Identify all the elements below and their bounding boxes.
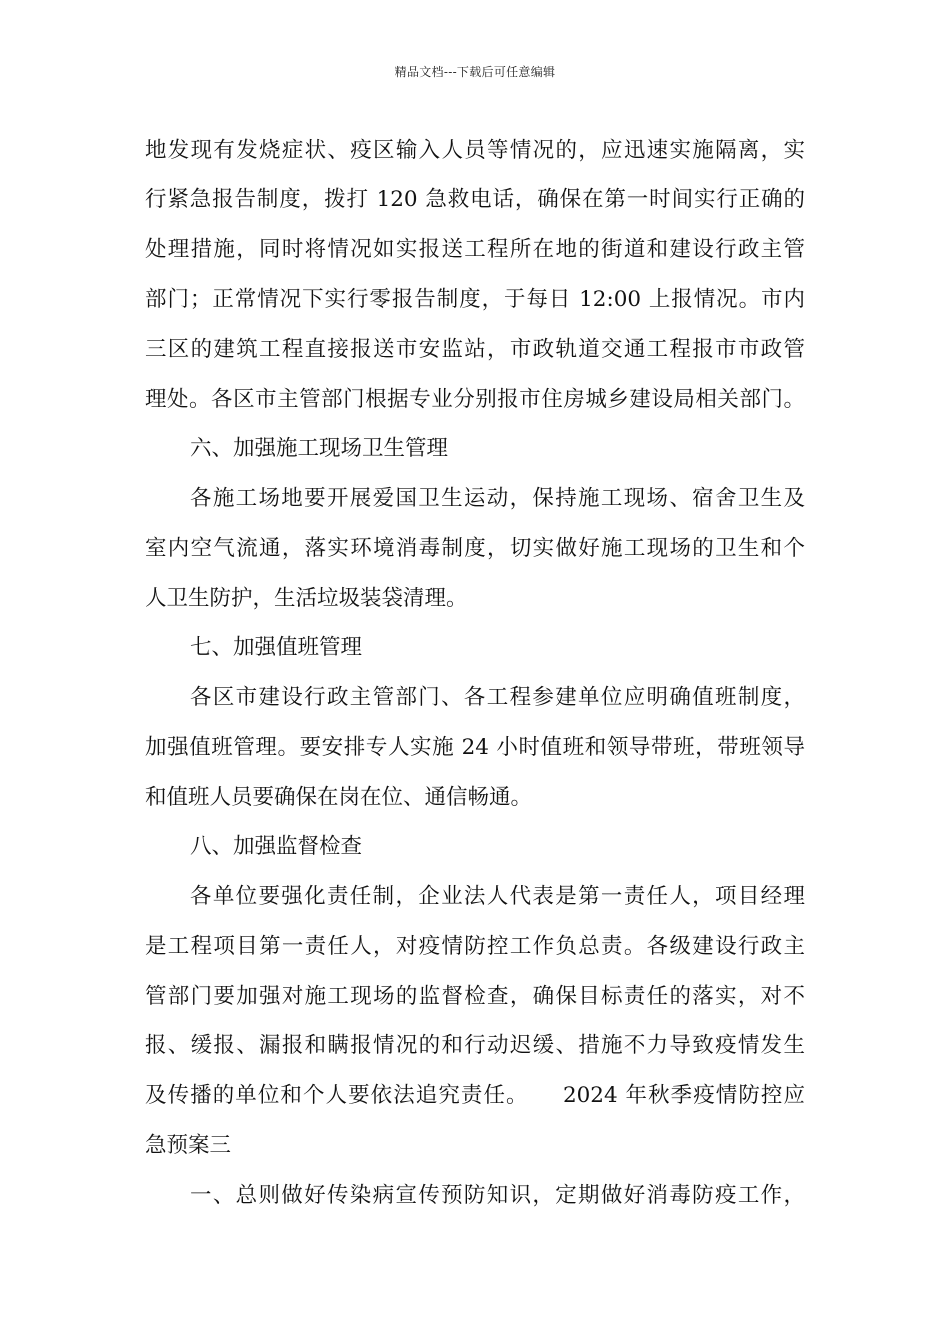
body-line: 及传播的单位和个人要依法追究责任。 2024 年秋季疫情防控应 (145, 1083, 805, 1108)
section-heading: 六、加强施工现场卫生管理 (190, 436, 449, 461)
body-line: 室内空气流通，落实环境消毒制度，切实做好施工现场的卫生和个 (145, 536, 805, 561)
body-line: 理处。各区市主管部门根据专业分别报市住房城乡建设局相关部门。 (145, 387, 805, 412)
body-line: 报、缓报、漏报和瞒报情况的和行动迟缓、措施不力导致疫情发生 (145, 1033, 805, 1058)
body-line: 一、总则做好传染病宣传预防知识，定期做好消毒防疫工作， (190, 1183, 805, 1208)
body-line: 急预案三 (145, 1133, 232, 1158)
body-line: 地发现有发烧症状、疫区输入人员等情况的，应迅速实施隔离，实 (145, 138, 805, 163)
body-line: 各施工场地要开展爱国卫生运动，保持施工现场、宿舍卫生及 (190, 486, 805, 511)
body-line: 和值班人员要确保在岗在位、通信畅通。 (145, 785, 533, 810)
body-line: 各区市建设行政主管部门、各工程参建单位应明确值班制度， (190, 685, 805, 710)
body-line: 人卫生防护，生活垃圾装袋清理。 (145, 586, 468, 611)
section-heading: 八、加强监督检查 (190, 834, 363, 859)
body-line: 行紧急报告制度，拨打 120 急救电话，确保在第一时间实行正确的 (145, 187, 805, 212)
body-line: 处理措施，同时将情况如实报送工程所在地的街道和建设行政主管 (145, 237, 805, 262)
body-line: 部门；正常情况下实行零报告制度，于每日 12:00 上报情况。市内 (145, 287, 805, 312)
body-line: 三区的建筑工程直接报送市安监站，市政轨道交通工程报市市政管 (145, 337, 805, 362)
section-heading: 七、加强值班管理 (190, 635, 363, 660)
page-header: 精品文档---下载后可任意编辑 (394, 65, 556, 79)
body-line: 加强值班管理。要安排专人实施 24 小时值班和领导带班，带班领导 (145, 735, 805, 760)
body-line: 管部门要加强对施工现场的监督检查，确保目标责任的落实，对不 (145, 984, 805, 1009)
body-line: 各单位要强化责任制，企业法人代表是第一责任人，项目经理 (190, 884, 805, 909)
body-line: 是工程项目第一责任人，对疫情防控工作负总责。各级建设行政主 (145, 934, 805, 959)
